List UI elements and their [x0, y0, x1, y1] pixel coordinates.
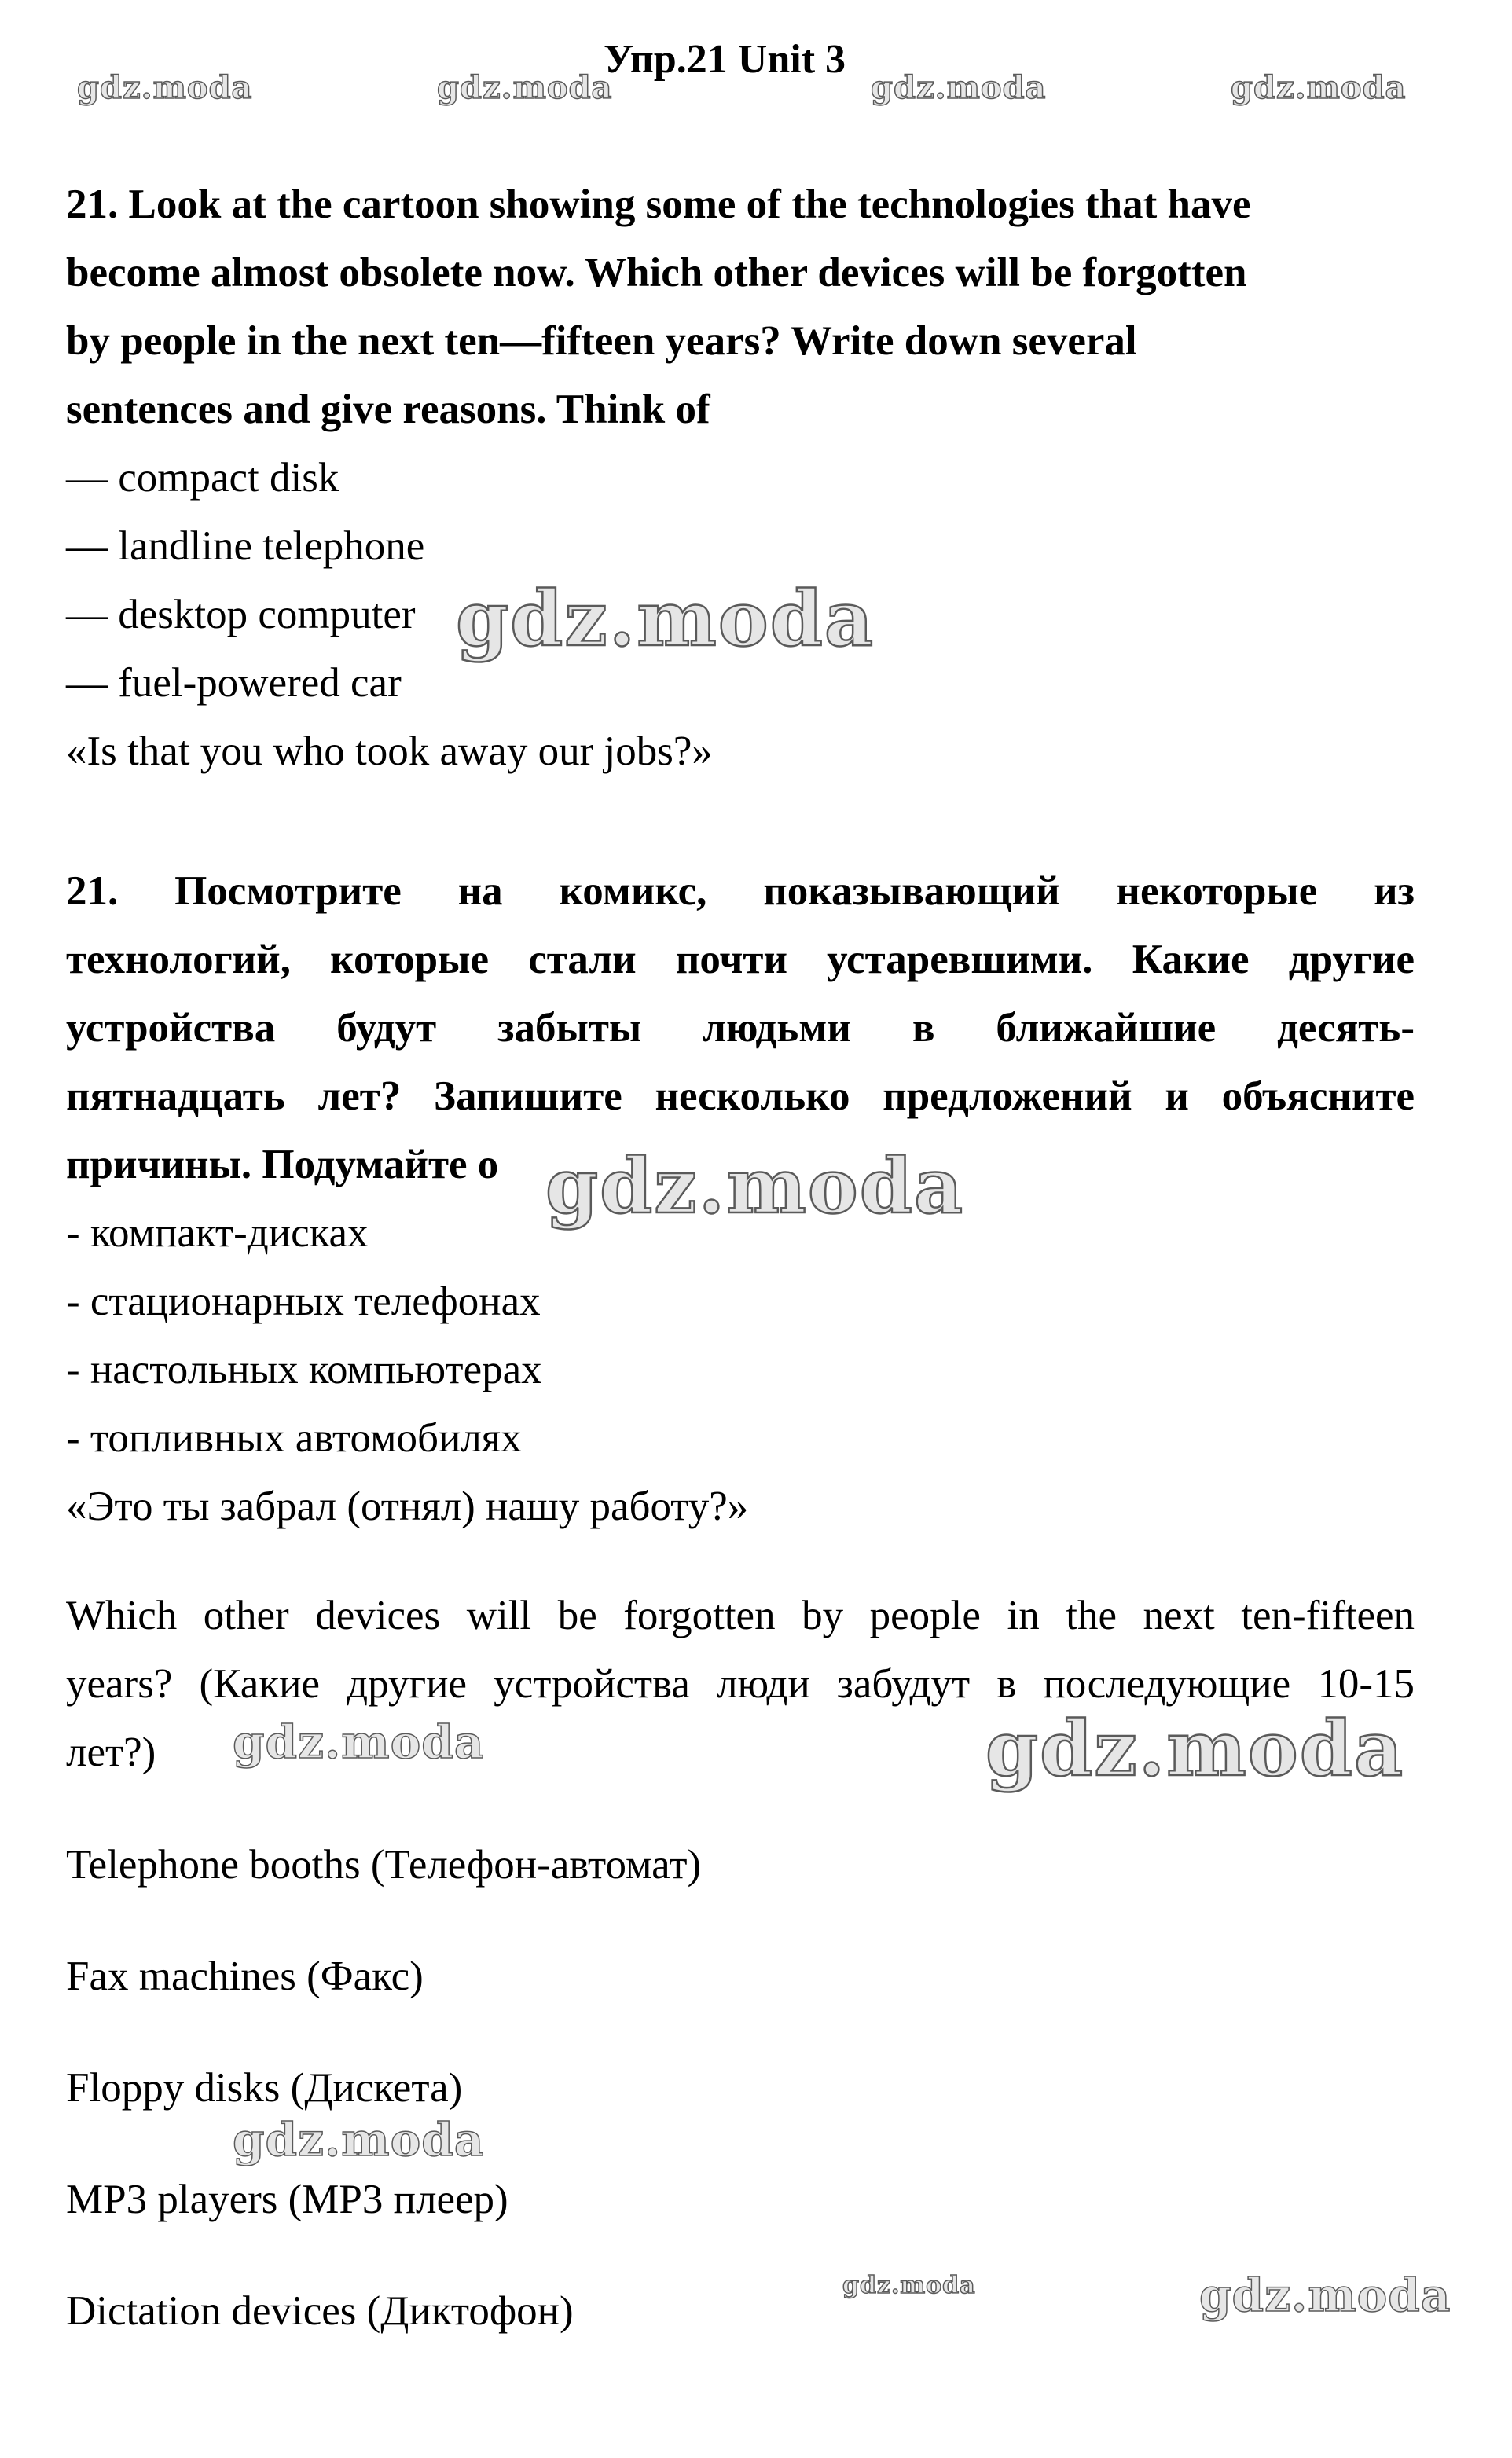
task-ru-item: - топливных автомобилях	[66, 1415, 522, 1461]
task-ru-quote: «Это ты забрал (отнял) нашу работу?»	[66, 1484, 749, 1529]
answer-question-line: years? (Какие другие устройства люди забудут в последующие 10-15	[66, 1661, 1415, 1707]
page-title: Упр.21 Unit 3	[604, 37, 846, 82]
watermark: gdz.moda	[985, 1704, 1405, 1793]
task-en-line: 21. Look at the cartoon showing some of the technologies that have	[66, 182, 1251, 227]
task-en-line: become almost obsolete now. Which other devices will be forgotten	[66, 250, 1247, 295]
task-en-line: sentences and give reasons. Think of	[66, 387, 710, 432]
answer-device: Telephone booths (Телефон-автомат)	[66, 1842, 702, 1888]
watermark: gdz.moda	[456, 574, 875, 663]
watermark: gdz.moda	[233, 2113, 485, 2166]
task-ru-line: причины. Подумайте о	[66, 1142, 499, 1187]
watermark: gdz.moda	[871, 69, 1047, 106]
answer-device: Dictation devices (Диктофон)	[66, 2288, 574, 2334]
task-en-item: — landline telephone	[66, 523, 425, 569]
watermark: gdz.moda	[77, 69, 253, 106]
task-en-item: — compact disk	[66, 455, 339, 501]
answer-question-line: Which other devices will be forgotten by people in the next ten-fifteen	[66, 1593, 1415, 1638]
task-ru-line: пятнадцать лет? Запишите несколько предложений и объясните	[66, 1073, 1415, 1119]
watermark: gdz.moda	[233, 1715, 485, 1769]
task-ru-line: устройства будут забыты людьми в ближайшие десять-	[66, 1005, 1415, 1051]
task-en-item: — desktop computer	[66, 592, 416, 637]
answer-question-line: лет?)	[66, 1730, 156, 1775]
watermark: gdz.moda	[437, 69, 613, 106]
watermark: gdz.moda	[545, 1142, 965, 1231]
answer-device: Floppy disks (Дискета)	[66, 2065, 463, 2111]
watermark: gdz.moda	[842, 2272, 976, 2299]
watermark: gdz.moda	[1199, 2269, 1451, 2322]
task-ru-item: - настольных компьютерах	[66, 1347, 542, 1392]
task-ru-item: - компакт-дисках	[66, 1210, 369, 1256]
task-en-quote: «Is that you who took away our jobs?»	[66, 728, 713, 774]
task-ru-line: технологий, которые стали почти устаревшими. Какие другие	[66, 937, 1415, 982]
watermark: gdz.moda	[1231, 69, 1407, 106]
task-en-item: — fuel-powered car	[66, 660, 402, 706]
answer-device: MP3 players (MP3 плеер)	[66, 2177, 508, 2222]
answer-device: Fax machines (Факс)	[66, 1954, 424, 1999]
task-en-line: by people in the next ten—fifteen years? Write down several	[66, 318, 1137, 364]
task-ru-line: 21. Посмотрите на комикс, показывающий некоторые из	[66, 868, 1415, 914]
task-ru-item: - стационарных телефонах	[66, 1279, 541, 1324]
